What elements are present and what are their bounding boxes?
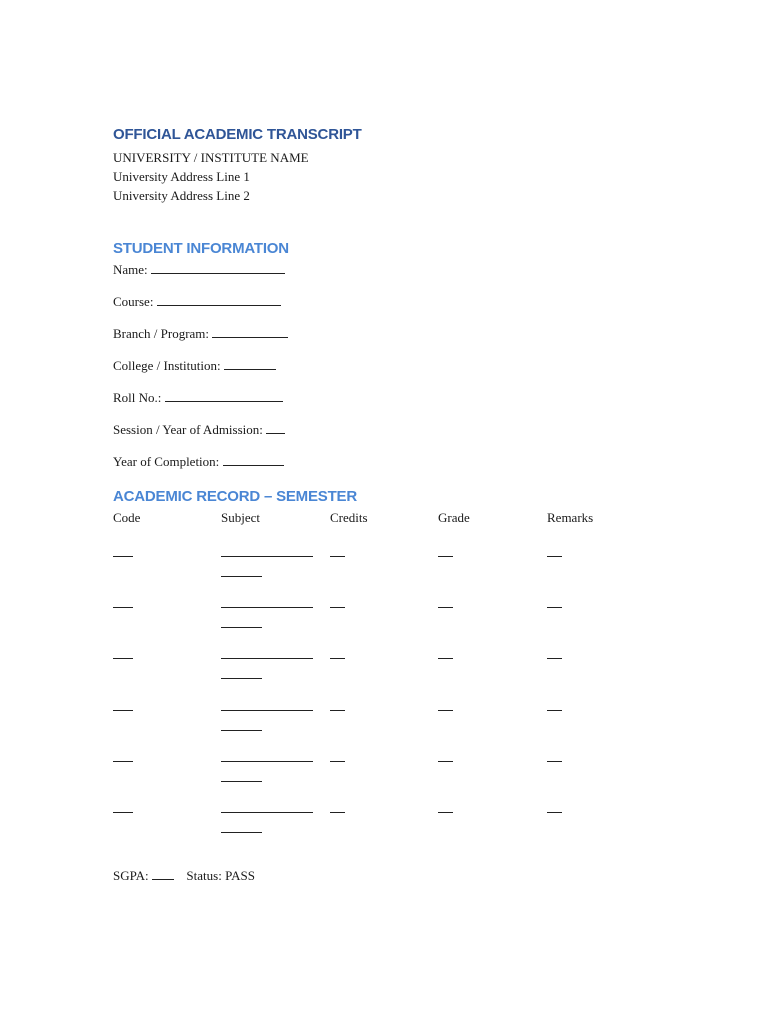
remarks-blank[interactable]: [547, 761, 562, 762]
status-label: Status:: [186, 868, 222, 883]
grade-blank[interactable]: [438, 710, 453, 711]
address-line-2: University Address Line 2: [113, 188, 250, 203]
institution-name: UNIVERSITY / INSTITUTE NAME: [113, 150, 309, 165]
field-roll-no: [113, 390, 283, 406]
completion-blank[interactable]: [223, 454, 284, 466]
college-blank[interactable]: [224, 358, 276, 370]
credits-blank[interactable]: [330, 812, 345, 813]
subject-blank-cont[interactable]: [221, 730, 262, 731]
status-value: PASS: [225, 868, 255, 883]
name-blank[interactable]: [151, 262, 285, 274]
subject-blank[interactable]: [221, 607, 313, 608]
code-blank[interactable]: [113, 658, 133, 659]
field-label: Roll No.:: [113, 390, 162, 405]
branch-program-blank[interactable]: [212, 326, 288, 338]
subject-blank[interactable]: [221, 556, 313, 557]
code-blank[interactable]: [113, 710, 133, 711]
remarks-blank[interactable]: [547, 658, 562, 659]
field-name: [113, 262, 285, 278]
credits-blank[interactable]: [330, 710, 345, 711]
column-header-grade: Grade: [438, 510, 470, 525]
field-course: [113, 294, 281, 310]
sgpa-label: SGPA:: [113, 868, 149, 883]
credits-blank[interactable]: [330, 607, 345, 608]
student-info-heading: STUDENT INFORMATION: [113, 240, 289, 257]
credits-blank[interactable]: [330, 761, 345, 762]
field-label: Course:: [113, 294, 154, 309]
subject-blank[interactable]: [221, 658, 313, 659]
document-title: OFFICIAL ACADEMIC TRANSCRIPT: [113, 126, 362, 143]
field-session-admission: [113, 422, 285, 438]
field-branch-program: [113, 326, 288, 342]
subject-blank-cont[interactable]: [221, 678, 262, 679]
remarks-blank[interactable]: [547, 812, 562, 813]
field-year-completion: [113, 454, 284, 470]
field-label: Session / Year of Admission:: [113, 422, 263, 437]
code-blank[interactable]: [113, 812, 133, 813]
academic-record-heading: ACADEMIC RECORD – SEMESTER: [113, 488, 357, 505]
field-label: Name:: [113, 262, 148, 277]
roll-no-blank[interactable]: [165, 390, 283, 402]
session-blank[interactable]: [266, 422, 285, 434]
code-blank[interactable]: [113, 556, 133, 557]
credits-blank[interactable]: [330, 556, 345, 557]
column-header-credits: Credits: [330, 510, 368, 525]
grade-blank[interactable]: [438, 607, 453, 608]
sgpa-blank[interactable]: [152, 868, 174, 880]
column-header-code: Code: [113, 510, 141, 525]
subject-blank[interactable]: [221, 812, 313, 813]
field-label: Branch / Program:: [113, 326, 210, 341]
subject-blank-cont[interactable]: [221, 576, 262, 577]
code-blank[interactable]: [113, 761, 133, 762]
column-header-remarks: Remarks: [547, 510, 594, 525]
credits-blank[interactable]: [330, 658, 345, 659]
column-header-subject: Subject: [221, 510, 260, 525]
address-line-1: University Address Line 1: [113, 169, 250, 184]
remarks-blank[interactable]: [547, 710, 562, 711]
subject-blank-cont[interactable]: [221, 781, 262, 782]
subject-blank-cont[interactable]: [221, 832, 262, 833]
grade-blank[interactable]: [438, 556, 453, 557]
grade-blank[interactable]: [438, 658, 453, 659]
remarks-blank[interactable]: [547, 607, 562, 608]
course-blank[interactable]: [157, 294, 281, 306]
grade-blank[interactable]: [438, 812, 453, 813]
subject-blank-cont[interactable]: [221, 627, 262, 628]
field-label: College / Institution:: [113, 358, 221, 373]
field-label: Year of Completion:: [113, 454, 220, 469]
summary-line: [113, 868, 255, 884]
grade-blank[interactable]: [438, 761, 453, 762]
subject-blank[interactable]: [221, 761, 313, 762]
remarks-blank[interactable]: [547, 556, 562, 557]
field-college-institution: [113, 358, 276, 374]
subject-blank[interactable]: [221, 710, 313, 711]
code-blank[interactable]: [113, 607, 133, 608]
